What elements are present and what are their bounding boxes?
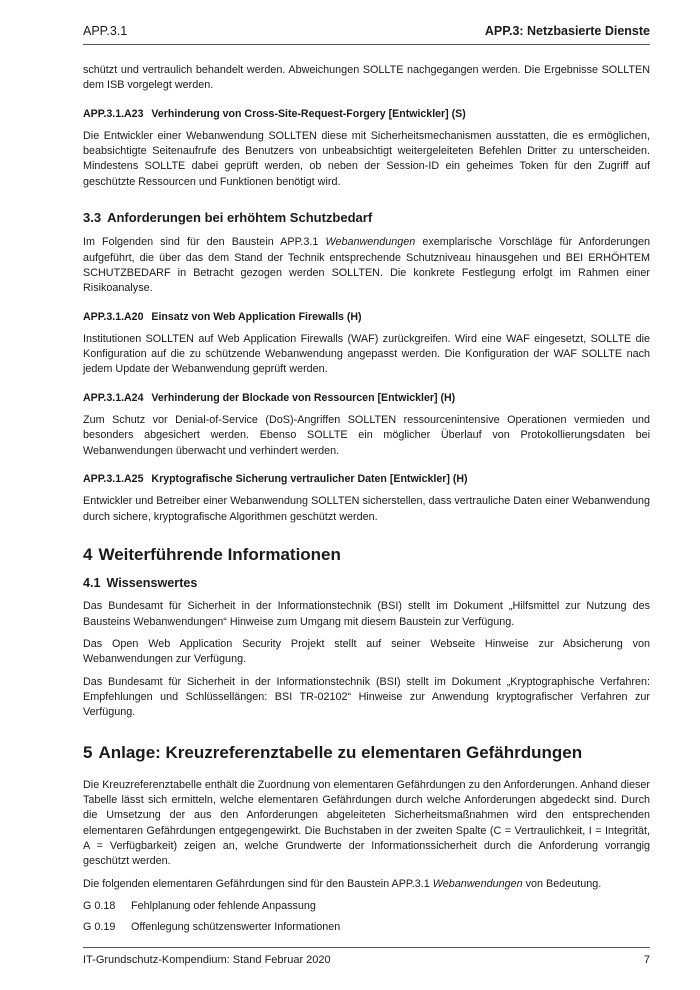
page-content	[83, 63, 650, 941]
requirement-a24-text: Zum Schutz vor Denial-of-Service (DoS)-Angriffen SOLLTEN ressourcenintensive Operationen vermieden und besonders abgesichert werden. Ebenso SOLLTE ein möglicher Überlauf von Protokollierungsdaten bei Webanwendungen überwacht und verhindert werden.	[83, 414, 650, 457]
page-footer	[83, 947, 650, 970]
header-chapter-title: APP.3: Netzbasierte Dienste	[484, 24, 650, 38]
section-3-3-text: Im Folgenden sind für den Baustein APP.3.1 Webanwendungen exemplarische Vorschläge für Anforderungen aufgeführt, die über das dem Stand der Technik entsprechende Schutzniveau hinausgehen und BEI ERHÖHTEM SCHUTZBEDARF in Betracht gezogen werden SOLLTEN. Die konkrete Festlegung erfolgt im Rahmen einer Risikoanalyse.	[83, 236, 650, 295]
chapter-5-paragraph-1: Die Kreuzreferenztabelle enthält die Zuordnung von elementaren Gefährdungen zu den Anforderungen. Anhand dieser Tabelle lässt sich ermitteln, welche elementaren Gefährdungen durch welche Anforderungen abgedeckt sind. Durch die Umsetzung der aus den Anforderungen abgeleiteten Sicherheitsmaßnahmen wird den entsprechenden elementaren Gefährdungen entgegengewirkt. Die Buchstaben in der zweiten Spalte (C = Vertraulichkeit, I = Integrität, A = Verfügbarkeit) zeigen an, welche Grundwerte der Informationssicherheit durch die Anforderung vorrangig geschützt werden.	[83, 778, 650, 868]
requirement-name: Verhinderung von Cross-Site-Request-Forgery [Entwickler] (S)	[151, 107, 466, 120]
section-title: Wissenswertes	[106, 576, 198, 591]
list-item	[83, 899, 650, 914]
footer-edition: IT-Grundschutz-Kompendium: Stand Februar 2020	[83, 954, 331, 966]
chapter-5-paragraph-2: Die folgenden elementaren Gefährdungen sind für den Baustein APP.3.1 Webanwendungen von Bedeutung.	[83, 877, 602, 890]
chapter-title: Weiterführende Informationen	[98, 544, 341, 564]
requirement-a25-title	[83, 472, 650, 487]
section-number: 3.3	[83, 210, 102, 226]
list-item	[83, 920, 650, 935]
section-title: Anforderungen bei erhöhtem Schutzbedarf	[107, 210, 373, 226]
chapter-5-heading	[83, 742, 650, 762]
threat-label: Fehlplanung oder fehlende Anpassung	[131, 899, 316, 912]
section-3-3-heading	[83, 210, 650, 225]
requirement-name: Kryptografische Sicherung vertraulicher Daten [Entwickler] (H)	[151, 472, 468, 485]
section-4-1-paragraph-2: Das Open Web Application Security Projekt stellt auf seiner Webseite Hinweise zur Absicherung von Webanwendungen zur Verfügung.	[83, 638, 650, 666]
requirement-code: APP.3.1.A24	[83, 391, 144, 404]
requirement-a24-title	[83, 391, 650, 406]
chapter-4-heading	[83, 544, 650, 564]
section-number: 4.1	[83, 576, 101, 591]
page-number: 7	[643, 954, 650, 966]
requirement-name: Verhinderung der Blockade von Ressourcen [Entwickler] (H)	[151, 391, 456, 404]
requirement-a23-text: Die Entwickler einer Webanwendung SOLLTEN diese mit Sicherheitsmechanismen ausstatten, die es ermöglichen, beabsichtigte Seitenaufrufe des Benutzers von unbeabsichtigt weitergeleiteten Befehlen Dritter zu unterscheiden. Mindestens SOLLTE dabei geprüft werden, ob neben der Session-ID ein geheimes Token für den Zugriff auf geschützte Ressourcen und Funktionen benötigt wird.	[83, 129, 650, 188]
header-module-id: APP.3.1	[83, 24, 128, 38]
requirement-name: Einsatz von Web Application Firewalls (H)	[151, 310, 362, 323]
page-header	[83, 22, 650, 45]
requirement-a20-text: Institutionen SOLLTEN auf Web Application Firewalls (WAF) zurückgreifen. Wird eine WAF eingesetzt, SOLLTE die Konfiguration auf die zu schützende Webanwendung angepasst werden. Die Konfiguration der WAF SOLLTE nach jedem Update der Webanwendung geprüft werden.	[83, 332, 650, 376]
chapter-number: 5	[83, 742, 93, 762]
threat-list	[83, 899, 650, 936]
requirement-code: APP.3.1.A25	[83, 472, 144, 485]
chapter-number: 4	[83, 544, 93, 564]
threat-label: Offenlegung schützenswerter Informationen	[131, 921, 341, 934]
section-4-1-heading	[83, 576, 650, 591]
chapter-title: Anlage: Kreuzreferenztabelle zu elementaren Gefährdungen	[98, 742, 583, 762]
threat-id: G 0.19	[83, 921, 116, 934]
requirement-code: APP.3.1.A23	[83, 107, 144, 120]
requirement-a25-text: Entwickler und Betreiber einer Webanwendung SOLLTEN sicherstellen, dass vertrauliche Daten einer Webanwendung durch sichere, kryptografische Algorithmen geschützt werden.	[83, 495, 650, 523]
requirement-a20-title	[83, 310, 650, 325]
threat-id: G 0.18	[83, 899, 116, 912]
section-4-1-paragraph-1: Das Bundesamt für Sicherheit in der Informationstechnik (BSI) stellt im Dokument „Hilfsmittel zur Nutzung des Bausteins Webanwendungen“ Hinweise zum Umgang mit diesem Baustein zur Verfügung.	[83, 600, 650, 628]
requirement-a23-title	[83, 107, 650, 122]
intro-paragraph: schützt und vertraulich behandelt werden. Abweichungen SOLLTE nachgegangen werden. Die Ergebnisse SOLLTEN dem ISB vorgelegt werden.	[83, 64, 650, 92]
section-4-1-paragraph-3: Das Bundesamt für Sicherheit in der Informationstechnik (BSI) stellt im Dokument „Kryptographische Verfahren: Empfehlungen und Schlüssellängen: BSI TR-02102“ Hinweise zur Anwendung kryptografischer Verfahren zur Verfügung.	[83, 675, 650, 719]
requirement-code: APP.3.1.A20	[83, 310, 144, 323]
